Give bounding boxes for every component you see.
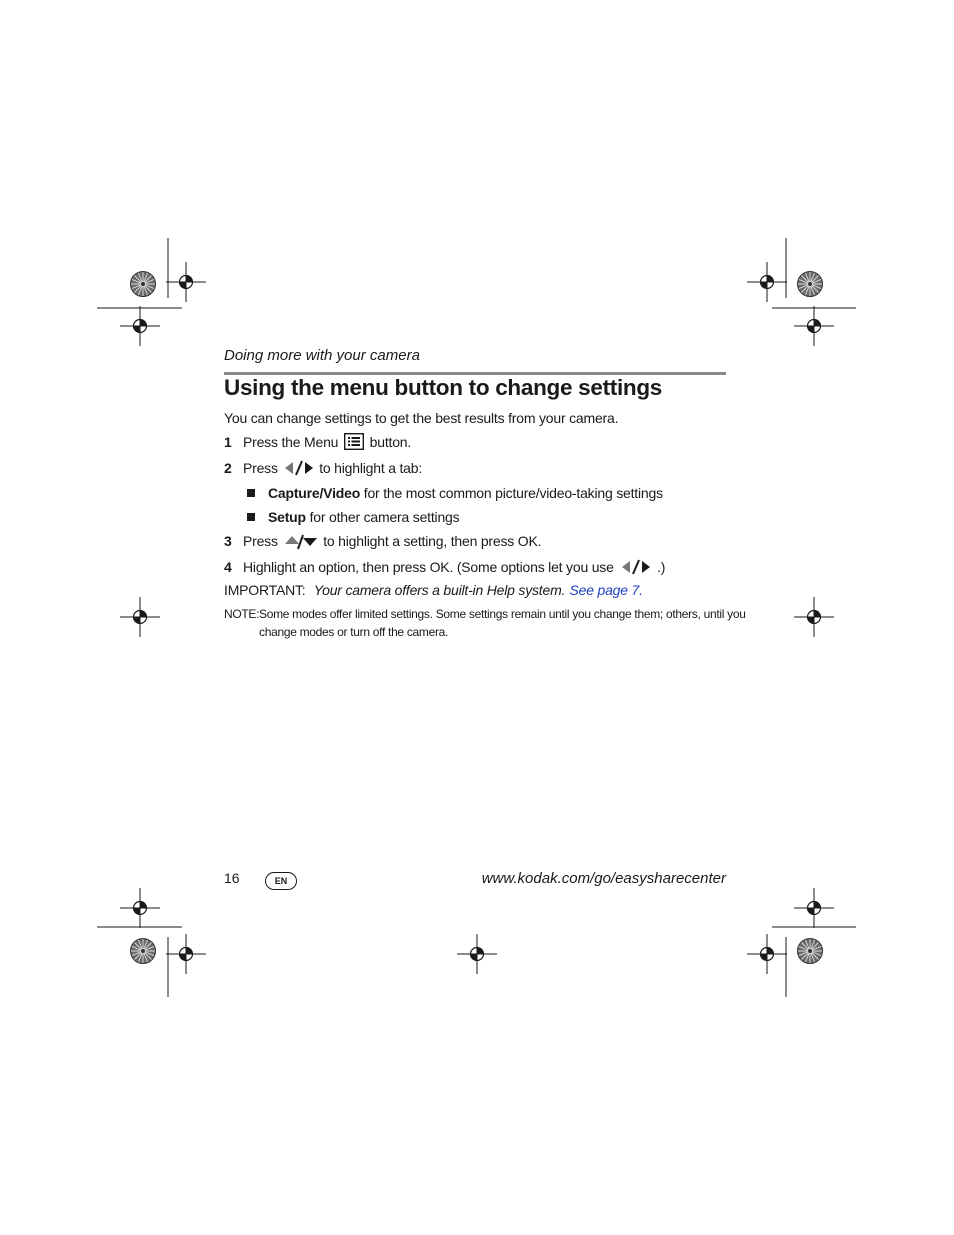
step-number: 1 xyxy=(224,434,232,450)
bullet-setup xyxy=(247,509,459,525)
step-text: Press xyxy=(243,460,278,476)
menu-icon xyxy=(344,433,364,450)
left-right-arrows-icon xyxy=(283,459,315,477)
page-number: 16 xyxy=(224,870,240,886)
step-number: 2 xyxy=(224,460,232,476)
step-text-after: .) xyxy=(657,559,666,575)
bullet-square-icon xyxy=(247,513,255,521)
step-number: 3 xyxy=(224,533,232,549)
note-line-2: change modes or turn off the camera. xyxy=(259,625,449,639)
step-text-after: to highlight a tab: xyxy=(319,460,423,476)
intro-text: You can change settings to get the best results from your camera. xyxy=(224,410,619,426)
step-text-after: button. xyxy=(369,434,412,450)
important-callout xyxy=(224,582,643,600)
important-text: Your camera offers a built-in Help system. xyxy=(313,582,566,598)
section-header: Doing more with your camera xyxy=(224,347,420,364)
note-text xyxy=(259,605,746,641)
step-text: Press xyxy=(243,533,278,549)
step-number: 4 xyxy=(224,559,232,575)
up-down-arrows-icon xyxy=(283,532,319,550)
note-label: NOTE: xyxy=(224,607,260,621)
step-text-after: to highlight a setting, then press OK. xyxy=(323,533,542,549)
see-page-7-link[interactable]: See page 7. xyxy=(569,582,643,598)
bullet-term: Capture/Video xyxy=(268,485,361,501)
bullet-text: for other camera settings xyxy=(309,509,460,525)
bullet-term: Setup xyxy=(268,509,306,525)
bullet-square-icon xyxy=(247,489,255,497)
note-line-1: Some modes offer limited settings. Some settings remain until you change them; others, until you xyxy=(259,607,746,621)
footer-url[interactable]: www.kodak.com/go/easysharecenter xyxy=(481,870,726,887)
step-text: Press the Menu xyxy=(243,434,339,450)
page-title: Using the menu button to change settings xyxy=(224,375,663,400)
important-label: IMPORTANT: xyxy=(224,582,306,598)
step-2 xyxy=(224,460,422,477)
step-4 xyxy=(224,559,665,576)
step-text: Highlight an option, then press OK. (Some options let you use xyxy=(243,559,614,575)
bullet-capture-video xyxy=(247,485,663,501)
left-right-arrows-icon xyxy=(620,558,652,576)
bullet-text: for the most common picture/video-taking settings xyxy=(363,485,663,501)
step-3 xyxy=(224,533,541,550)
language-badge: EN xyxy=(265,872,297,890)
step-1 xyxy=(224,434,411,450)
